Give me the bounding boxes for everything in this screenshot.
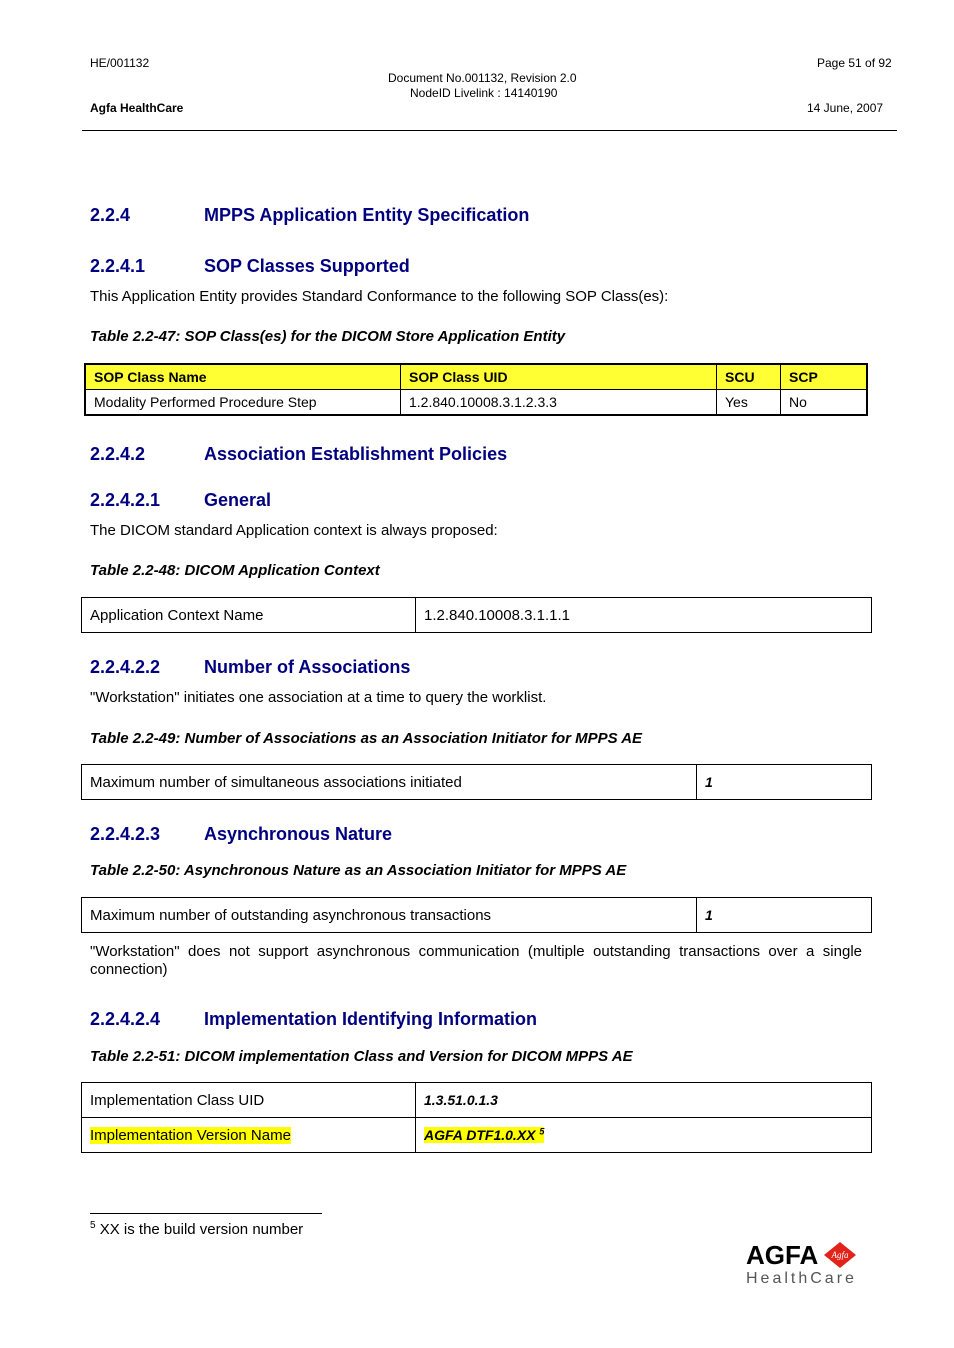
section-title: Number of Associations [204, 657, 411, 677]
section-number: 2.2.4.2.1 [90, 490, 161, 510]
paragraph-sop-classes: This Application Entity provides Standard Conformance to the following SOP Class(es): [90, 288, 669, 305]
header-cell-scp: SCP [781, 364, 868, 390]
cell-scp: No [781, 390, 868, 416]
cell-value: 1 [697, 898, 872, 933]
caption-table-50: Table 2.2-50: Asynchronous Nature as an Association Initiator for MPPS AE [90, 862, 627, 879]
heading-2-2-4-1 [90, 256, 410, 277]
section-number: 2.2.4.1 [90, 256, 146, 276]
header-cell-sop-class-name: SOP Class Name [85, 364, 401, 390]
sop-class-table [84, 363, 868, 416]
cell-sop-class-name: Modality Performed Procedure Step [85, 390, 401, 416]
caption-table-48: Table 2.2-48: DICOM Application Context [90, 562, 380, 579]
application-context-table [81, 597, 872, 633]
section-title: General [204, 490, 272, 510]
cell-label: Maximum number of simultaneous associations initiated [82, 765, 697, 800]
section-number: 2.2.4.2.4 [90, 1009, 161, 1029]
heading-2-2-4-2-1 [90, 490, 271, 511]
cell-value: AGFA DTF1.0.XX [424, 1127, 536, 1144]
table-row [82, 1083, 872, 1118]
paragraph-number-of-associations: "Workstation" initiates one association at a time to query the worklist. [90, 689, 547, 706]
cell-label-wrap [82, 1118, 416, 1153]
cell-value: 1 [697, 765, 872, 800]
section-number: 2.2.4 [90, 205, 131, 225]
section-title: MPPS Application Entity Specification [204, 205, 530, 225]
agfa-healthcare-logo [746, 1240, 866, 1290]
table-row [82, 1118, 872, 1153]
caption-table-47: Table 2.2-47: SOP Class(es) for the DICOM Store Application Entity [90, 328, 566, 345]
footnote-ref[interactable]: 5 [539, 1126, 545, 1137]
header-divider [82, 130, 897, 131]
logo-brand: AGFA [746, 1240, 819, 1270]
section-title: Implementation Identifying Information [204, 1009, 537, 1029]
caption-table-51: Table 2.2-51: DICOM implementation Class and Version for DICOM MPPS AE [90, 1048, 633, 1065]
heading-2-2-4-2-2 [90, 657, 410, 678]
header-cell-scu: SCU [717, 364, 781, 390]
doc-id: HE/001132 [90, 56, 150, 70]
heading-2-2-4-2-3 [90, 824, 392, 845]
cell-label: Application Context Name [82, 598, 416, 633]
agfa-rhombus-icon [820, 1240, 860, 1270]
footnote-separator [90, 1213, 322, 1214]
cell-scu: Yes [717, 390, 781, 416]
cell-label: Maximum number of outstanding asynchronous transactions [82, 898, 697, 933]
cell-value: 1.3.51.0.1.3 [416, 1083, 872, 1118]
paragraph-general: The DICOM standard Application context is always proposed: [90, 522, 498, 539]
footnote-text: XX is the build version number [99, 1221, 304, 1238]
company-name: Agfa HealthCare [90, 101, 184, 115]
section-title: Association Establishment Policies [204, 444, 508, 464]
document-date: 14 June, 2007 [807, 101, 884, 115]
heading-2-2-4 [90, 205, 529, 226]
cell-value-plain: 1.2.840.10008.3.1.1.1 [416, 598, 872, 633]
section-title: SOP Classes Supported [204, 256, 410, 276]
logo-badge-text: Agfa [831, 1250, 849, 1260]
cell-label: Implementation Class UID [82, 1083, 416, 1118]
section-number: 2.2.4.2 [90, 444, 146, 464]
cell-value-wrap [416, 1118, 872, 1153]
caption-table-49: Table 2.2-49: Number of Associations as an Association Initiator for MPPS AE [90, 730, 643, 747]
implementation-info-table [81, 1082, 872, 1153]
footnote-number: 5 [90, 1220, 96, 1231]
cell-value-highlight [424, 1127, 544, 1143]
header-cell-sop-class-uid: SOP Class UID [401, 364, 717, 390]
page-number: Page 51 of 92 [817, 56, 892, 70]
number-of-associations-table [81, 764, 872, 800]
paragraph-asynchronous-nature: "Workstation" does not support asynchronous communication (multiple outstanding transactions over a single connection) [90, 943, 862, 978]
section-number: 2.2.4.2.3 [90, 824, 161, 844]
cell-label: Implementation Version Name [90, 1126, 291, 1144]
heading-2-2-4-2 [90, 444, 507, 465]
table-header-row [85, 364, 867, 390]
table-row [82, 598, 872, 633]
table-row [82, 765, 872, 800]
table-row [82, 898, 872, 933]
node-id: NodeID Livelink : 14140190 [410, 86, 558, 100]
cell-sop-class-uid: 1.2.840.10008.3.1.2.3.3 [401, 390, 717, 416]
asynchronous-nature-table [81, 897, 872, 933]
footnote [90, 1220, 303, 1238]
heading-2-2-4-2-4 [90, 1009, 537, 1030]
logo-subtitle: HealthCare [746, 1270, 857, 1287]
section-number: 2.2.4.2.2 [90, 657, 161, 677]
section-title: Asynchronous Nature [204, 824, 393, 844]
table-row [85, 390, 867, 416]
document-number: Document No.001132, Revision 2.0 [388, 71, 577, 85]
